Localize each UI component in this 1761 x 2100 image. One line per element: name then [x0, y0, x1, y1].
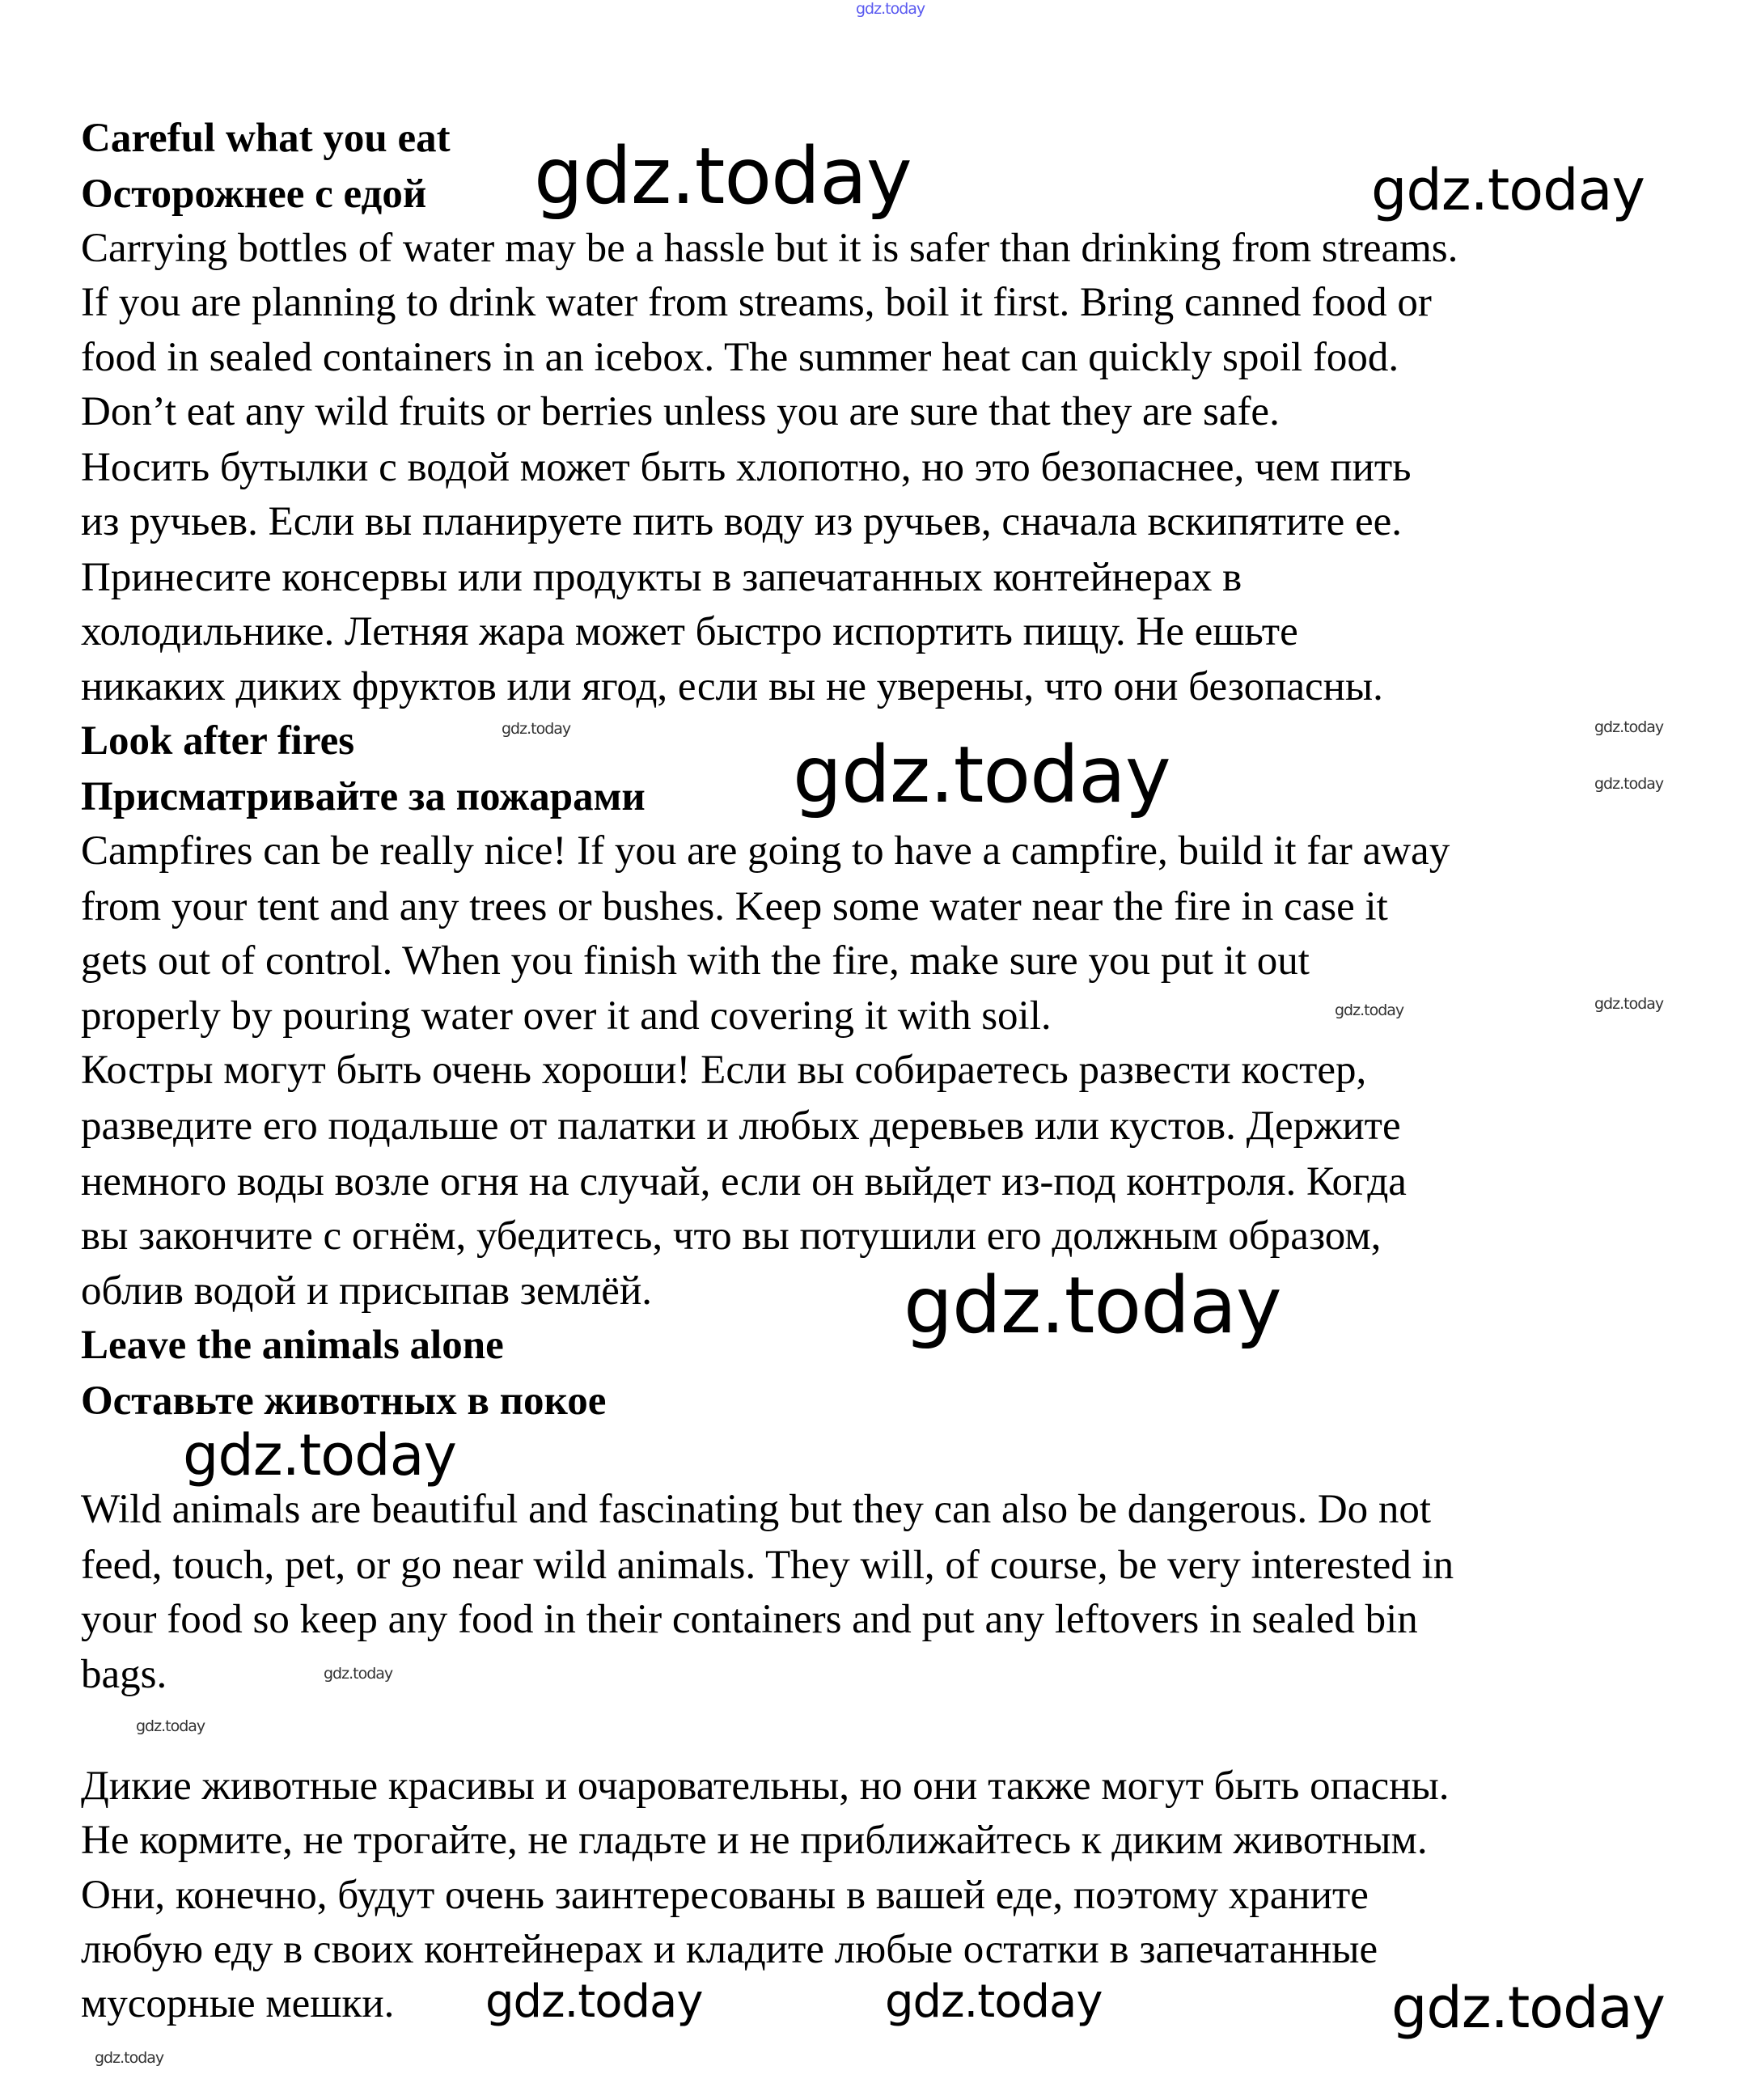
heading-careful-what-you-eat-ru: Осторожнее с едой [81, 171, 427, 217]
watermark: gdz.today [485, 1975, 703, 2028]
text-line: your food so keep any food in their containers and put any leftovers in sealed bin [81, 1597, 1418, 1642]
watermark: gdz.today [534, 131, 912, 222]
text-line: Дикие животные красивы и очаровательны, но они также могут быть опасны. [81, 1763, 1450, 1809]
text-line: food in sealed containers in an icebox. The summer heat can quickly spoil food. [81, 335, 1399, 380]
text-line: никаких диких фруктов или ягод, если вы не уверены, что они безопасны. [81, 664, 1383, 709]
text-line: немного воды возле огня на случай, если он выйдет из-под контроля. Когда [81, 1159, 1407, 1205]
text-line: холодильнике. Летняя жара может быстро испортить пищу. Не ешьте [81, 609, 1298, 654]
watermark-small: gdz.today [1335, 1001, 1404, 1019]
watermark-small: gdz.today [1594, 775, 1664, 793]
text-line: из ручьев. Если вы планируете пить воду из ручьев, сначала вскипятите ее. [81, 499, 1403, 544]
text-line: If you are planning to drink water from streams, boil it first. Bring canned food or [81, 280, 1432, 325]
watermark-small: gdz.today [1594, 718, 1664, 736]
watermark: gdz.today [885, 1975, 1103, 2028]
text-line: Не кормите, не трогайте, не гладьте и не приближайтесь к диким животным. [81, 1818, 1428, 1863]
text-line: feed, touch, pet, or go near wild animals. They will, of course, be very interested in [81, 1543, 1454, 1588]
heading-careful-what-you-eat: Careful what you eat [81, 116, 451, 161]
heading-look-after-fires-ru: Присматривайте за пожарами [81, 774, 646, 819]
text-line: from your tent and any trees or bushes. Keep some water near the fire in case it [81, 884, 1388, 929]
text-line: Campfires can be really nice! If you are going to have a campfire, build it far away [81, 828, 1450, 874]
text-line: Принесите консервы или продукты в запечатанных контейнерах в [81, 555, 1242, 600]
text-line: bags. [81, 1652, 167, 1697]
text-line: properly by pouring water over it and covering it with soil. [81, 993, 1052, 1039]
text-line: Они, конечно, будут очень заинтересованы в вашей еде, поэтому храните [81, 1873, 1369, 1918]
text-line: Wild animals are beautiful and fascinating but they can also be dangerous. Do not [81, 1487, 1432, 1532]
text-line: вы закончите с огнём, убедитесь, что вы потушили его должным образом, [81, 1213, 1382, 1259]
watermark-small: gdz.today [324, 1665, 393, 1683]
watermark-small: gdz.today [95, 2049, 164, 2067]
watermark: gdz.today [183, 1422, 456, 1488]
watermark-top: gdz.today [856, 0, 925, 18]
text-line: любую еду в своих контейнерах и кладите любые остатки в запечатанные [81, 1927, 1378, 1972]
text-line: облив водой и присыпав землёй. [81, 1268, 652, 1314]
heading-look-after-fires: Look after fires [81, 718, 355, 764]
text-line: Носить бутылки с водой может быть хлопотно, но это безопаснее, чем пить [81, 445, 1412, 490]
text-line: Carrying bottles of water may be a hassle but it is safer than drinking from streams. [81, 226, 1458, 271]
text-line: Don’t eat any wild fruits or berries unless you are sure that they are safe. [81, 389, 1280, 434]
watermark-small: gdz.today [1594, 995, 1664, 1013]
heading-leave-animals-alone: Leave the animals alone [81, 1323, 504, 1368]
heading-leave-animals-alone-ru: Оставьте животных в покое [81, 1378, 607, 1424]
text-line: разведите его подальше от палатки и любых деревьев или кустов. Держите [81, 1103, 1401, 1149]
watermark: gdz.today [1391, 1975, 1665, 2041]
watermark: gdz.today [793, 730, 1170, 820]
text-line: мусорные мешки. [81, 1981, 395, 2026]
watermark-small: gdz.today [502, 720, 571, 738]
watermark: gdz.today [1371, 157, 1645, 223]
watermark-small: gdz.today [136, 1717, 205, 1735]
watermark: gdz.today [904, 1260, 1281, 1351]
text-line: Костры могут быть очень хороши! Если вы собираетесь развести костер, [81, 1048, 1367, 1093]
text-line: gets out of control. When you finish with the fire, make sure you put it out [81, 938, 1310, 984]
